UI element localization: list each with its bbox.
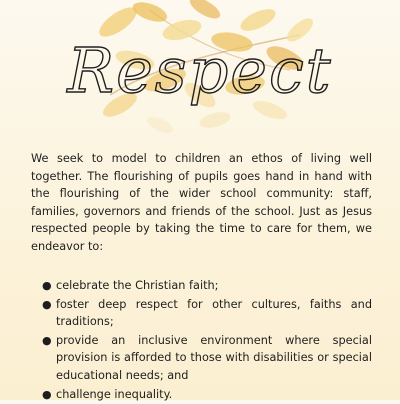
intro-paragraph: We seek to model to children an ethos of living well together. The flourishing of pupils goes hand in hand with the flourishing of the wider school community: staff, families, governors and friends of the school. Just as Jesus respected people by taking the time to care for them, we endeavor to: [31, 152, 372, 253]
list-item [42, 332, 372, 385]
bullet-icon: ● [42, 333, 52, 347]
commitments-list [42, 277, 372, 404]
list-item-text: challenge inequality. [56, 387, 173, 401]
list-item-text: celebrate the Christian faith; [56, 279, 219, 292]
list-item [42, 296, 372, 331]
bullet-icon: ● [42, 297, 52, 311]
title-respect [0, 0, 400, 140]
bullet-icon: ● [42, 387, 52, 401]
list-item-text: provide an inclusive environment where special provision is afforded to those with disabilities or special educational needs; and [56, 333, 372, 382]
list-item [42, 386, 372, 404]
list-item [42, 277, 372, 295]
list-item-text: foster deep respect for other cultures, faiths and traditions; [56, 297, 372, 329]
title-text: Respect [67, 34, 333, 107]
bullet-icon: ● [42, 279, 52, 292]
